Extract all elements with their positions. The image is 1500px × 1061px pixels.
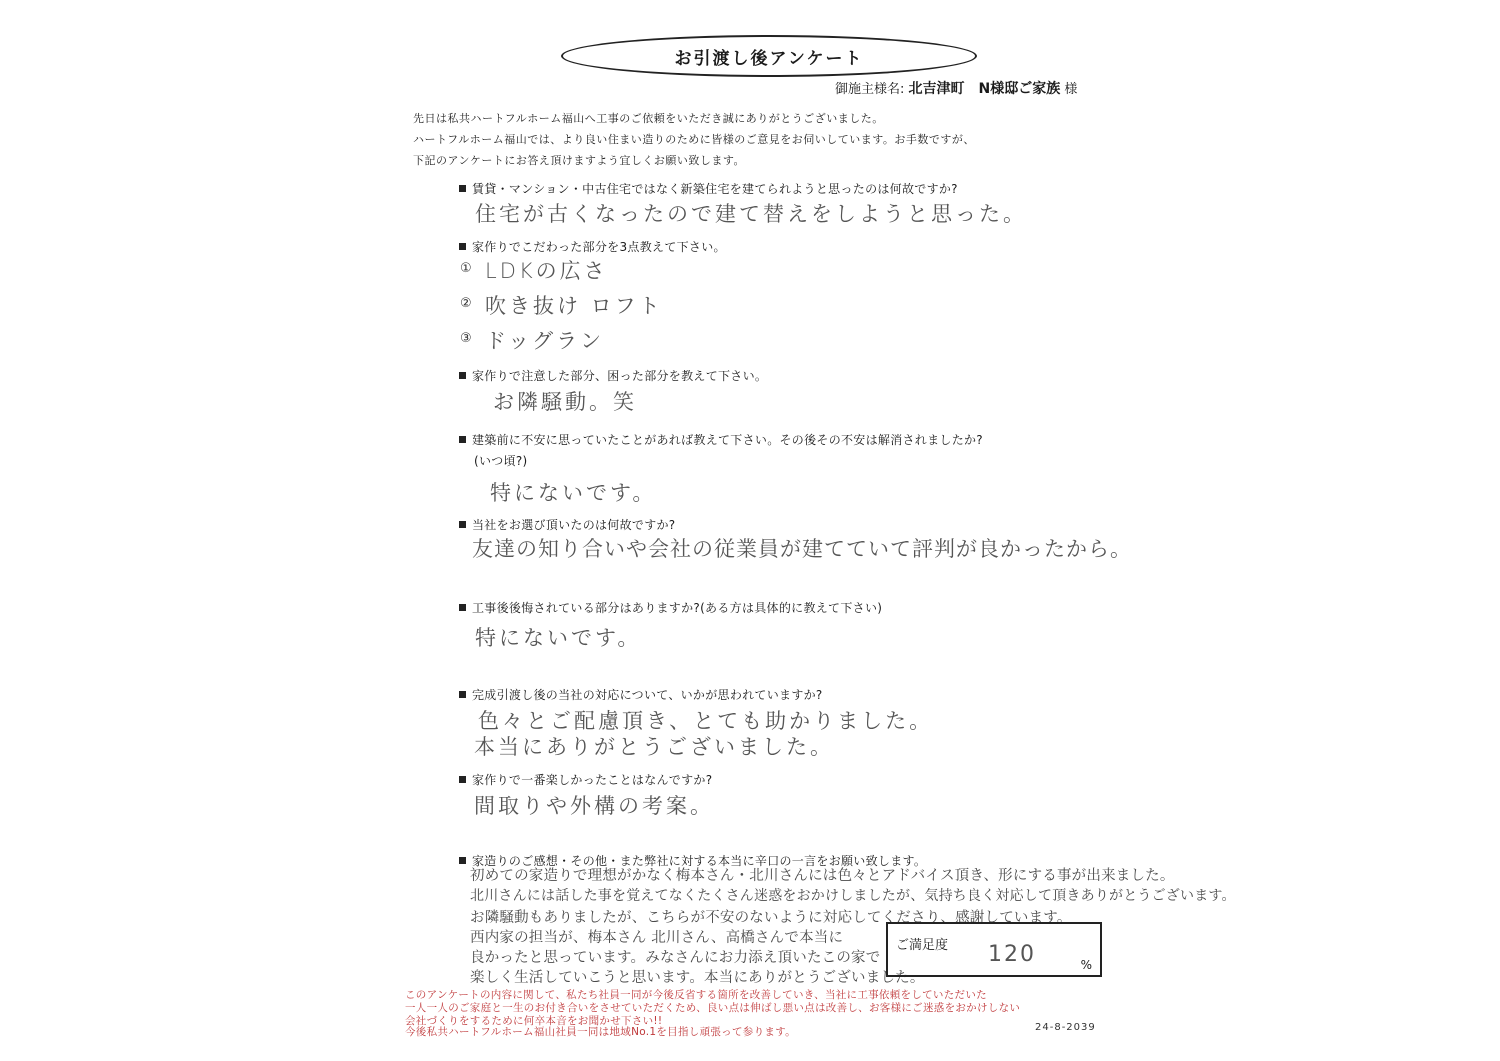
satisfaction-box <box>886 922 1102 977</box>
answer-2-item-1: LDKの広さ <box>485 259 608 283</box>
question-7: 完成引渡し後の当社の対応について、いかが思われていますか? <box>459 686 823 703</box>
bullet-square-icon <box>459 857 466 864</box>
bullet-square-icon <box>459 691 466 698</box>
satisfaction-unit: % <box>1080 958 1092 972</box>
answer-1: 住宅が古くなったので建て替えをしようと思った。 <box>475 202 1027 226</box>
answer-3: お隣騒動。笑 <box>493 390 637 414</box>
footer-line: 会社づくりをするために何卒本音をお聞かせ下さい!! <box>405 1015 663 1027</box>
comment-line: お隣騒動もありましたが、こちらが不安のないように対応してくださり、感謝しています。 <box>470 910 1072 926</box>
customer-label: 御施主様名: <box>835 82 905 97</box>
comment-line: 楽しく生活していこうと思います。本当にありがとうございました。 <box>470 970 925 986</box>
answer-7-line-2: 本当にありがとうございました。 <box>474 735 834 759</box>
bullet-square-icon <box>459 604 466 611</box>
intro-line: 先日は私共ハートフルホーム福山へ工事のご依頼をいただき誠にありがとうございました。 <box>413 112 884 125</box>
answer-2-item-3: ドッグラン <box>485 329 605 353</box>
answer-8: 間取りや外構の考案。 <box>474 794 714 818</box>
answer-2-item-2: 吹き抜け ロフト <box>485 294 663 318</box>
bullet-square-icon <box>459 372 466 379</box>
item-number: ① <box>460 261 472 276</box>
footer-line: 一人一人のご家庭と一生のお付き合いをさせていただくため、良い点は伸ばし悪い点は改善し、お客様にご迷惑をおかけしない <box>405 1002 1021 1014</box>
question-4-sub: (いつ頃?) <box>474 454 528 468</box>
customer-name: 北吉津町 N様邸ご家族 <box>908 81 1061 97</box>
item-number: ② <box>460 296 472 311</box>
answer-7-line-1: 色々とご配慮頂き、とても助かりました。 <box>478 709 934 733</box>
page-title: お引渡し後アンケート <box>561 35 977 77</box>
question-4: 建築前に不安に思っていたことがあれば教えて下さい。その後その不安は解消されましたか? <box>459 431 983 448</box>
comment-line: 北川さんには話した事を覚えてなくたくさん迷惑をおかけしましたが、気持ち良く対応して頂きありがとうございます。 <box>470 888 1236 904</box>
bullet-square-icon <box>459 776 466 783</box>
item-number: ③ <box>460 331 472 346</box>
bullet-square-icon <box>459 243 466 250</box>
question-3: 家作りで注意した部分、困った部分を教えて下さい。 <box>459 367 767 384</box>
footer-line: 今後私共ハートフルホーム福山社員一同は地域No.1を目指し頑張って参ります。 <box>405 1026 796 1038</box>
answer-4: 特にないです。 <box>490 481 657 505</box>
customer-honorific: 様 <box>1064 82 1078 97</box>
bullet-square-icon <box>459 436 466 443</box>
satisfaction-label: ご満足度 <box>896 938 949 953</box>
document-code: 24-8-2039 <box>1035 1022 1096 1033</box>
question-5: 当社をお選び頂いたのは何故ですか? <box>459 516 675 533</box>
bullet-square-icon <box>459 521 466 528</box>
bullet-square-icon <box>459 185 466 192</box>
comment-line: 初めての家造りで理想がかなく梅本さん・北川さんには色々とアドバイス頂き、形にする事が出来ました。 <box>470 868 1175 884</box>
intro-line: ハートフルホーム福山では、より良い住まい造りのために皆様のご意見をお伺いしています。お手数ですが、 <box>413 133 975 146</box>
comment-line: 西内家の担当が、梅本さん 北川さん、高橋さんで本当に <box>470 930 844 946</box>
satisfaction-value: 120 <box>988 942 1036 967</box>
question-9: 家造りのご感想・その他・また弊社に対する本当に辛口の一言をお願い致します。 <box>459 852 926 869</box>
intro-line: 下記のアンケートにお答え頂けますよう宜しくお願い致します。 <box>413 154 745 167</box>
question-2: 家作りでこだわった部分を3点教えて下さい。 <box>459 238 726 255</box>
question-1: 賃貸・マンション・中古住宅ではなく新築住宅を建てられようと思ったのは何故ですか? <box>459 180 958 197</box>
customer-line <box>835 78 1077 98</box>
question-6: 工事後後悔されている部分はありますか?(ある方は具体的に教えて下さい) <box>459 599 882 616</box>
answer-5: 友達の知り合いや会社の従業員が建てていて評判が良かったから。 <box>472 537 1132 561</box>
comment-line: 良かったと思っています。みなさんにお力添え頂いたこの家で <box>470 950 881 966</box>
answer-6: 特にないです。 <box>475 626 642 650</box>
question-8: 家作りで一番楽しかったことはなんですか? <box>459 771 712 788</box>
footer-line: このアンケートの内容に関して、私たち社員一同が今後反省する箇所を改善していき、当社に工事依頼をしていただいた <box>405 989 987 1001</box>
